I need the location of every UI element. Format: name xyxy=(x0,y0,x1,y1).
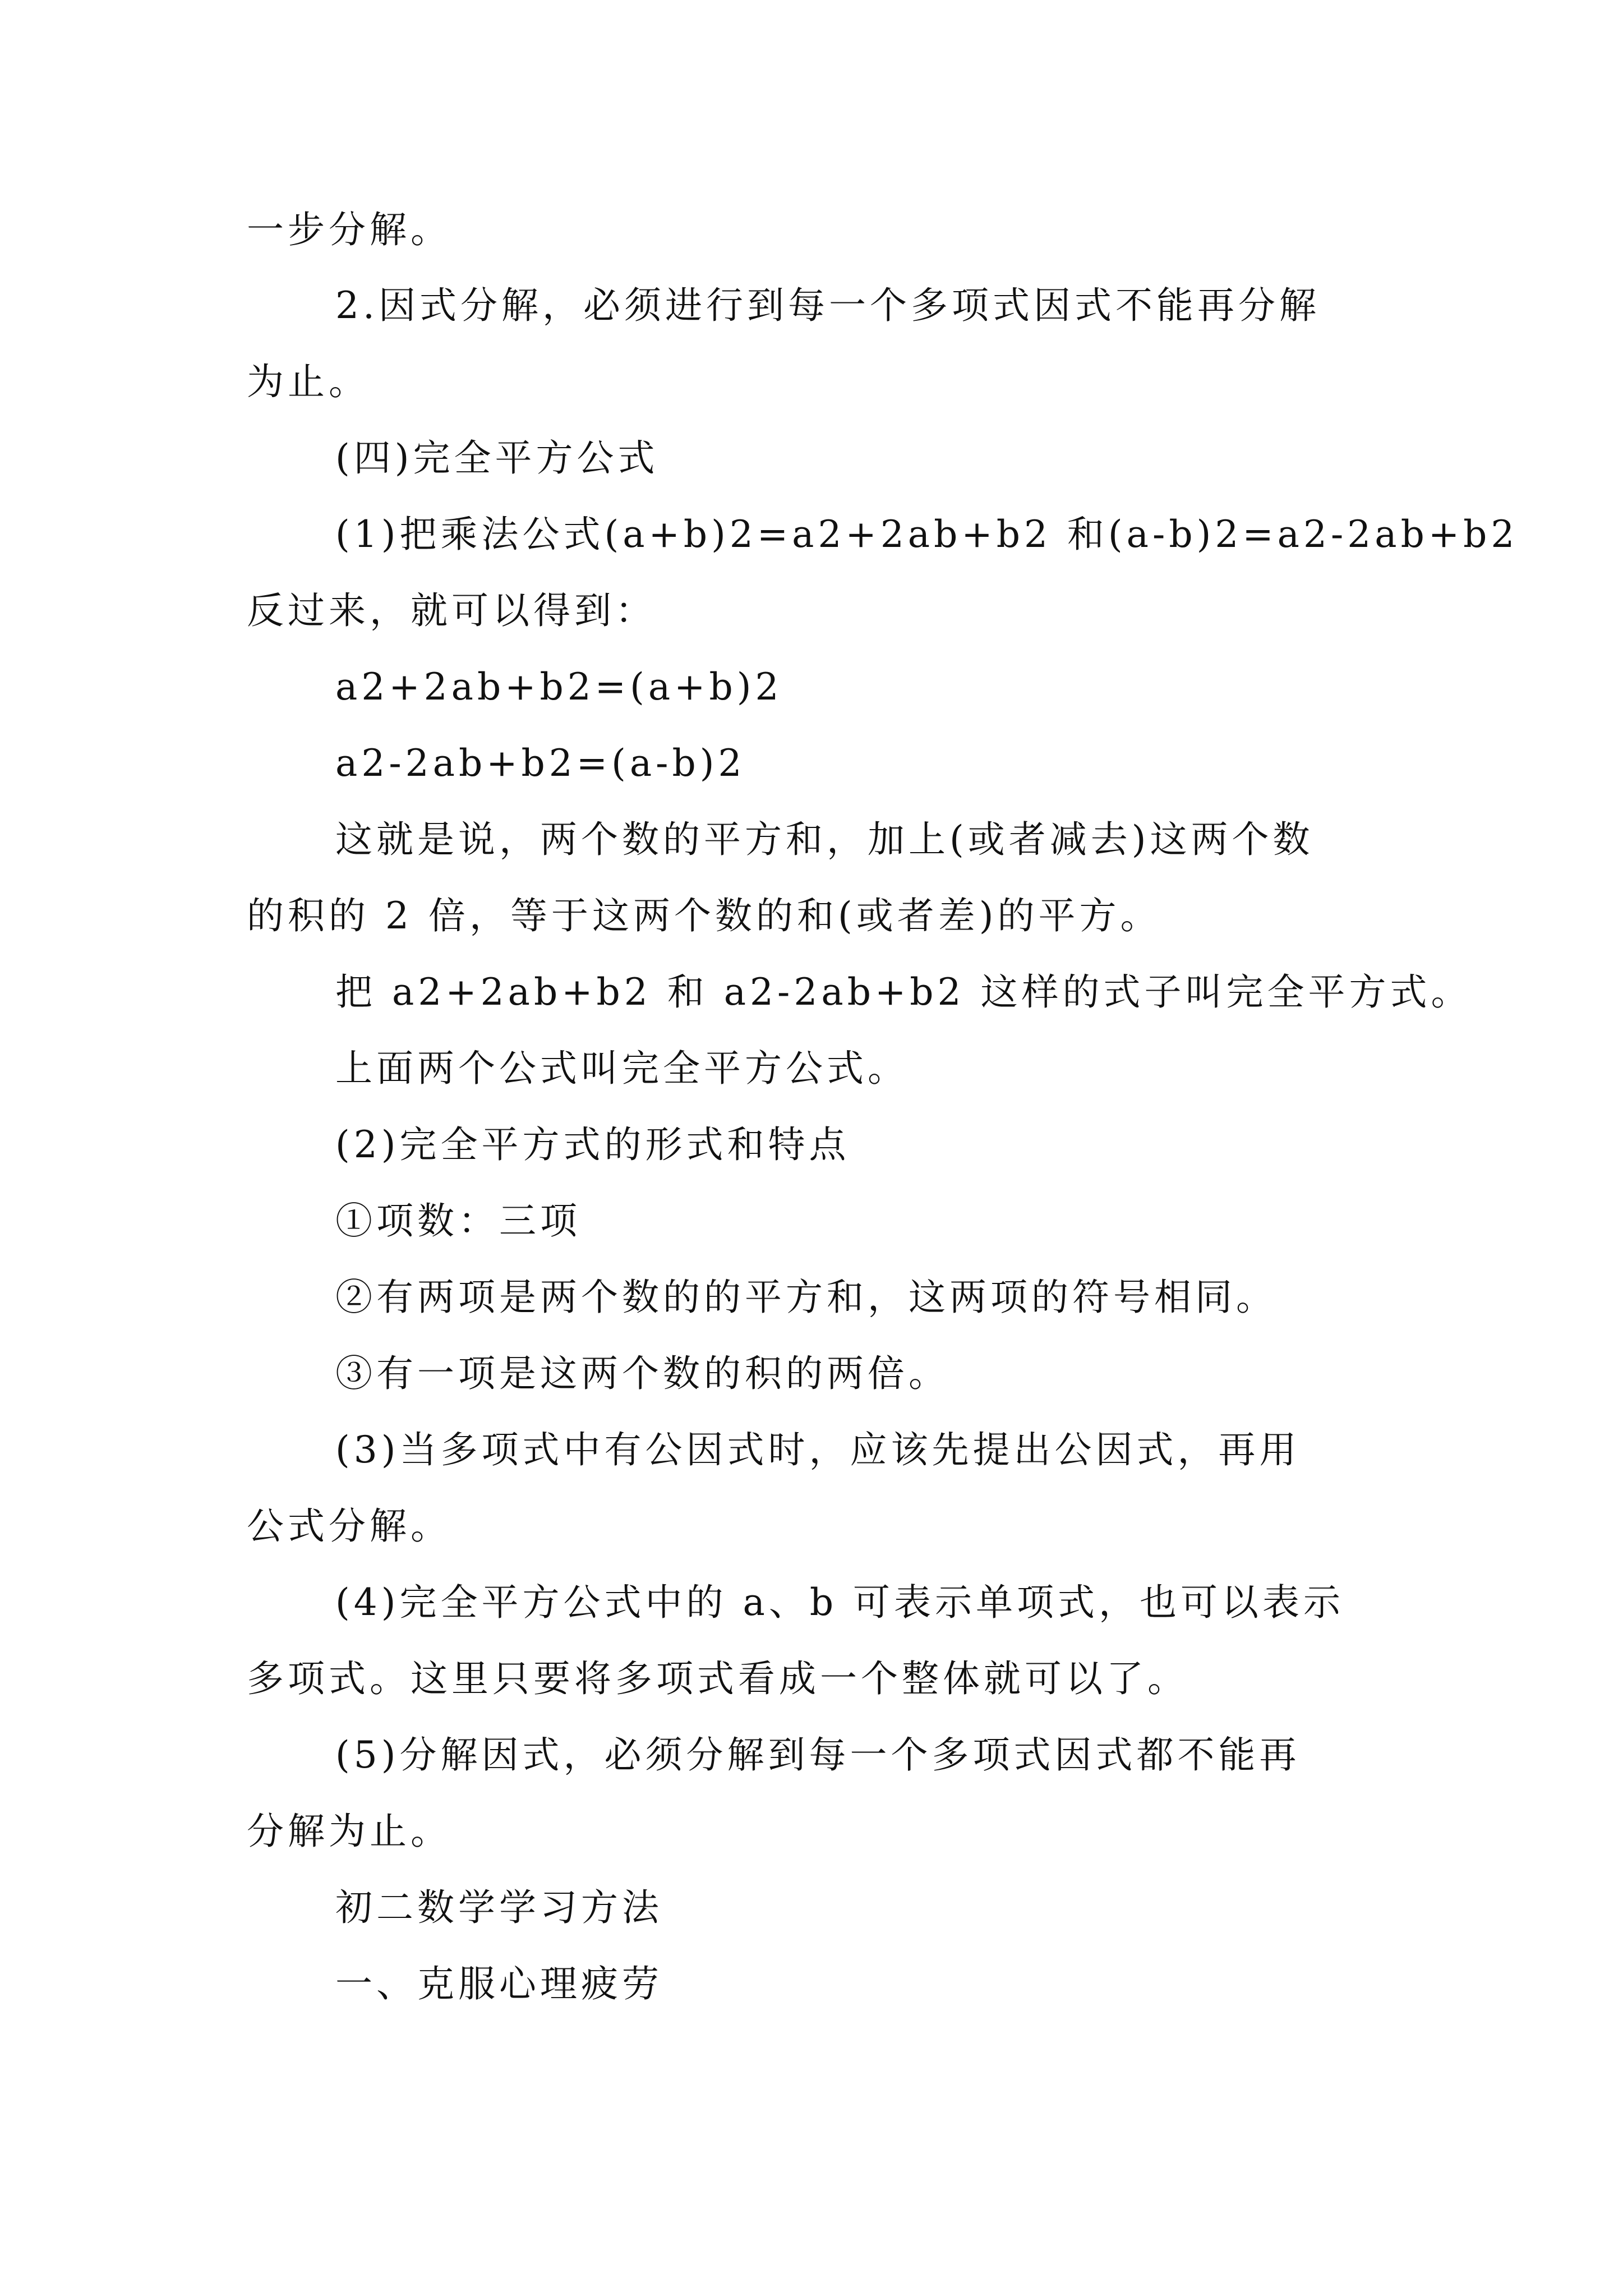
section-heading: (四)完全平方公式 xyxy=(335,436,659,480)
text-line: 分解为止。 xyxy=(247,1810,451,1853)
text-line: (3)当多项式中有公因式时，应该先提出公因式，再用 xyxy=(335,1428,1301,1471)
list-item: ②有两项是两个数的的平方和，这两项的符号相同。 xyxy=(335,1276,1277,1319)
text-line: (5)分解因式，必须分解到每一个多项式因式都不能再 xyxy=(335,1733,1301,1777)
text-line: 2.因式分解，必须进行到每一个多项式因式不能再分解 xyxy=(335,284,1320,327)
formula-line: a2+2ab+b2=(a+b)2 xyxy=(335,665,783,708)
text-line: 的积的 2 倍，等于这两个数的和(或者差)的平方。 xyxy=(247,894,1161,937)
section-heading: 初二数学学习方法 xyxy=(335,1886,663,1929)
text-line: 反过来，就可以得到： xyxy=(247,589,656,632)
list-item: ①项数：三项 xyxy=(335,1199,581,1243)
list-item: ③有一项是这两个数的积的两倍。 xyxy=(335,1352,949,1395)
text-line: 把 a2+2ab+b2 和 a2-2ab+b2 这样的式子叫完全平方式。 xyxy=(335,970,1472,1014)
text-line: 这就是说，两个数的平方和，加上(或者减去)这两个数 xyxy=(335,818,1314,861)
section-heading: 一、克服心理疲劳 xyxy=(335,1962,663,2005)
text-line: 上面两个公式叫完全平方公式。 xyxy=(335,1047,909,1090)
text-line: 多项式。这里只要将多项式看成一个整体就可以了。 xyxy=(247,1657,1188,1700)
text-line: (1)把乘法公式(a+b)2=a2+2ab+b2 和(a-b)2=a2-2ab+b2 xyxy=(335,513,1519,556)
text-line: 一步分解。 xyxy=(247,208,451,251)
formula-line: a2-2ab+b2=(a-b)2 xyxy=(335,742,746,785)
text-line: (4)完全平方公式中的 a、b 可表示单项式，也可以表示 xyxy=(335,1581,1345,1624)
subsection-heading: (2)完全平方式的形式和特点 xyxy=(335,1123,850,1166)
text-line: 为止。 xyxy=(247,360,370,403)
text-line: 公式分解。 xyxy=(247,1504,451,1548)
